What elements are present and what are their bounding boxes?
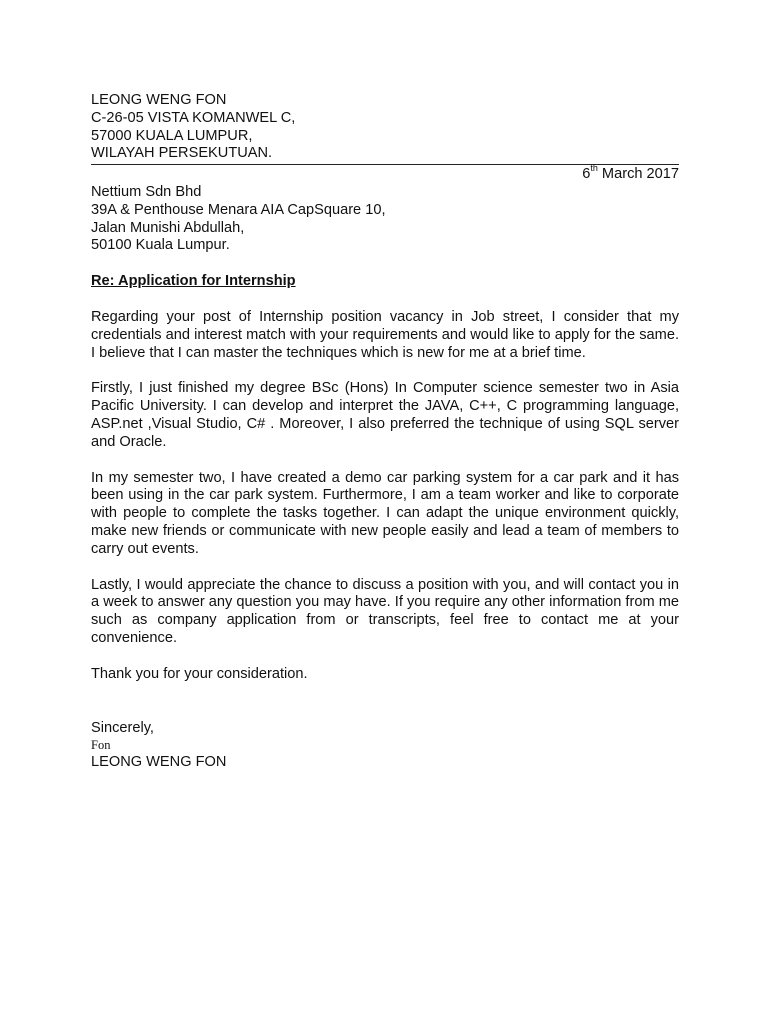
body-paragraph: Regarding your post of Internship position vacancy in Job street, I consider that my credentials and interest match with your requirements and would like to apply for the same. I believe that I can master the techniques which is new for me at a brief time.: [91, 308, 679, 361]
recipient-address-line: 39A & Penthouse Menara AIA CapSquare 10,: [91, 201, 386, 218]
sender-name: LEONG WENG FON: [91, 92, 227, 108]
signer-name: LEONG WENG FON: [91, 754, 227, 771]
letter-page: [91, 92, 679, 772]
date-month-year: March 2017: [597, 166, 679, 183]
letter-date: [91, 163, 679, 184]
recipient-company: Nettium Sdn Bhd: [91, 183, 202, 200]
body-paragraph: Lastly, I would appreciate the chance to discuss a position with you, and will contact you in a week to answer any question you may have. If you require any other information from me such as company application from or transcripts, feel free to contact me at your convenience.: [91, 576, 679, 646]
date-day-suffix: th: [590, 163, 598, 174]
closing-block: [91, 720, 679, 773]
sender-address-line: C-26-05 VISTA KOMANWEL C,: [91, 109, 296, 126]
body-paragraph: Firstly, I just finished my degree BSc (Hons) In Computer science semester two in Asia Pacific University. I can develop and interpret the JAVA, C++, C programming language, ASP.net ,Visual Studio, C# . Moreover, I also preferred the technique of using SQL server and Oracle.: [91, 380, 679, 450]
signature: Fon: [91, 738, 111, 753]
closing-salutation: Sincerely,: [91, 719, 154, 736]
recipient-address-line: 50100 Kuala Lumpur.: [91, 237, 230, 254]
subject-line: Re: Application for Internship: [91, 273, 296, 290]
body-paragraph: In my semester two, I have created a demo car parking system for a car park and it has been using in the car park system. Furthermore, I am a team worker and like to corporate with people to complete the tasks together. I can adapt the unique environment quickly, make new friends or communicate with new people easily and lead a team of members to carry out events.: [91, 469, 679, 557]
sender-address: [91, 92, 679, 163]
recipient-address: [91, 184, 679, 255]
sender-address-line: 57000 KUALA LUMPUR,: [91, 127, 253, 144]
date-day: 6: [582, 166, 591, 183]
sender-address-line: WILAYAH PERSEKUTUAN.: [91, 145, 273, 162]
recipient-address-line: Jalan Munishi Abdullah,: [91, 219, 245, 236]
thank-you-line: Thank you for your consideration.: [91, 665, 308, 682]
